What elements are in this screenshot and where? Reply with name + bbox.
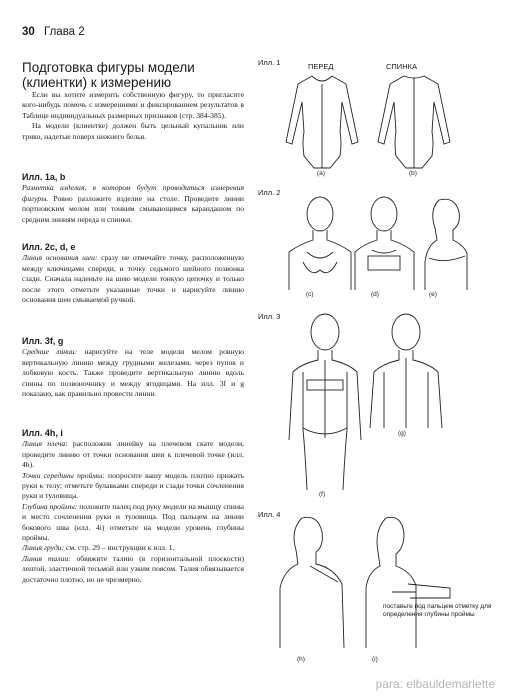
body-front-figure bbox=[285, 310, 365, 500]
item-lead: Линия груди: bbox=[22, 543, 65, 553]
shoulder-line-figure bbox=[272, 508, 352, 658]
sub-label-i: (i) bbox=[372, 656, 378, 663]
item-text: обвяжите талию (в горизонтальной плоскости) лентой, эластичной тесьмой или узким поясом. Талия обвязывается достаточно плотно, но не чрезмерно. bbox=[22, 553, 244, 584]
body-back-figure bbox=[366, 310, 446, 430]
page-header bbox=[22, 26, 85, 38]
front-label: ПЕРЕД bbox=[308, 62, 334, 71]
item-lead: Линия плеча: bbox=[22, 439, 68, 449]
section-ill1 bbox=[22, 172, 244, 225]
sub-label-b: (b) bbox=[409, 170, 417, 177]
section-heading: Илл. 1a, b bbox=[22, 172, 66, 182]
back-label: СПИНКА bbox=[386, 62, 417, 71]
section-heading: Илл. 2c, d, e bbox=[22, 242, 76, 252]
item-lead: Точки середины проймы: bbox=[22, 470, 105, 480]
item-lead: Глубина проймы: bbox=[22, 501, 78, 511]
item-text: расположив линейку на плечевом скате модели, проведите линию от точки основания шеи к плечевой точке (илл. 4h). bbox=[22, 439, 244, 470]
figure-label-2: Илл. 2 bbox=[258, 188, 281, 197]
section-lead: Линия основания шеи: bbox=[22, 253, 98, 263]
leotard-front-figure bbox=[282, 72, 362, 172]
chapter-title: Глава 2 bbox=[44, 26, 85, 38]
section-title: Подготовка фигуры модели (клиентки) к измерению bbox=[22, 60, 195, 90]
sub-label-c: (c) bbox=[306, 291, 314, 298]
figure-caption: поставьте под пальцем отметку для определения глубины проймы bbox=[383, 603, 492, 618]
sub-label-d: (d) bbox=[371, 291, 379, 298]
section-text: Ровно разложите изделие на столе. Проведите линии портновским мелом или тонким смывающимся карандашом по средним линиям переда и спинки. bbox=[22, 193, 244, 224]
figure-label-3: Илл. 3 bbox=[258, 312, 281, 321]
item-text: см. стр. 29 – инструкции к илл. 1. bbox=[64, 543, 175, 553]
section-lead: Средние линии: bbox=[22, 347, 78, 357]
sub-label-g: (g) bbox=[398, 430, 406, 437]
figure-label-1: Илл. 1 bbox=[258, 58, 281, 67]
sub-label-e: (e) bbox=[429, 291, 437, 298]
sub-label-f: (f) bbox=[319, 491, 326, 498]
watermark: para: elbauldemariette bbox=[375, 677, 495, 691]
page-number: 30 bbox=[22, 26, 35, 38]
item-text: попросите вашу модель плотно прижать руки к телу; отметьте булавками спереди и сзади точки сочленения руки и туловища. bbox=[22, 470, 244, 501]
neck-front-figure bbox=[285, 192, 355, 292]
section-text: нарисуйте на теле модели мелом ровную вертикальную линию между грудными железами, через пупок и лобковую кость. Также проведите вертикальную линию вдоль спины по позвоночнику и между ягодицами. На илл. 3f и g показано, как правильно провести линии. bbox=[22, 347, 245, 399]
intro-paragraph-1: Если вы хотите измерить собственную фигуру, то пригласите кого-нибудь помочь с измерениями и фиксированием результатов в Таблице индивидуальных размерных признаков (стр. 384-385). bbox=[22, 90, 244, 120]
section-heading: Илл. 4h, i bbox=[22, 428, 63, 438]
sub-label-a: (a) bbox=[317, 170, 325, 177]
section-ill3 bbox=[22, 336, 244, 399]
intro-paragraph-2: На модели (клиентке) должен быть цельный купальник или трико, надетые поверх нижнего белья. bbox=[22, 121, 244, 141]
section-heading: Илл. 3f, g bbox=[22, 336, 64, 346]
sub-label-h: (h) bbox=[297, 656, 305, 663]
section-text: сразу не отмечайте точку, расположенную между ключицами спереди, и точку седьмого шейного позвонка сзади. Сначала наденьте на шею модели тонкую цепочку и только после этого отметьте указанные точки и нарисуйте линию основания шеи смываемой ручкой. bbox=[22, 253, 244, 305]
section-ill2 bbox=[22, 242, 244, 305]
item-lead: Линия талии: bbox=[22, 553, 71, 563]
neck-side-figure bbox=[415, 192, 475, 292]
figure-label-4: Илл. 4 bbox=[258, 510, 281, 519]
section-ill4 bbox=[22, 428, 244, 585]
neck-back-figure bbox=[352, 192, 417, 292]
item-text: положите палец под руку модели на мышцу спины и место сочленения руки и туловища. Под пальцем на линии бокового шва (илл. 4i) отметьте на модели уровень глубины проймы. bbox=[22, 501, 244, 543]
section-lead: Разметка изделия, в котором будут проводиться измерения фигуры. bbox=[22, 183, 244, 203]
leotard-back-figure bbox=[374, 72, 454, 172]
intro-text bbox=[22, 90, 244, 142]
armhole-depth-figure bbox=[346, 508, 456, 658]
